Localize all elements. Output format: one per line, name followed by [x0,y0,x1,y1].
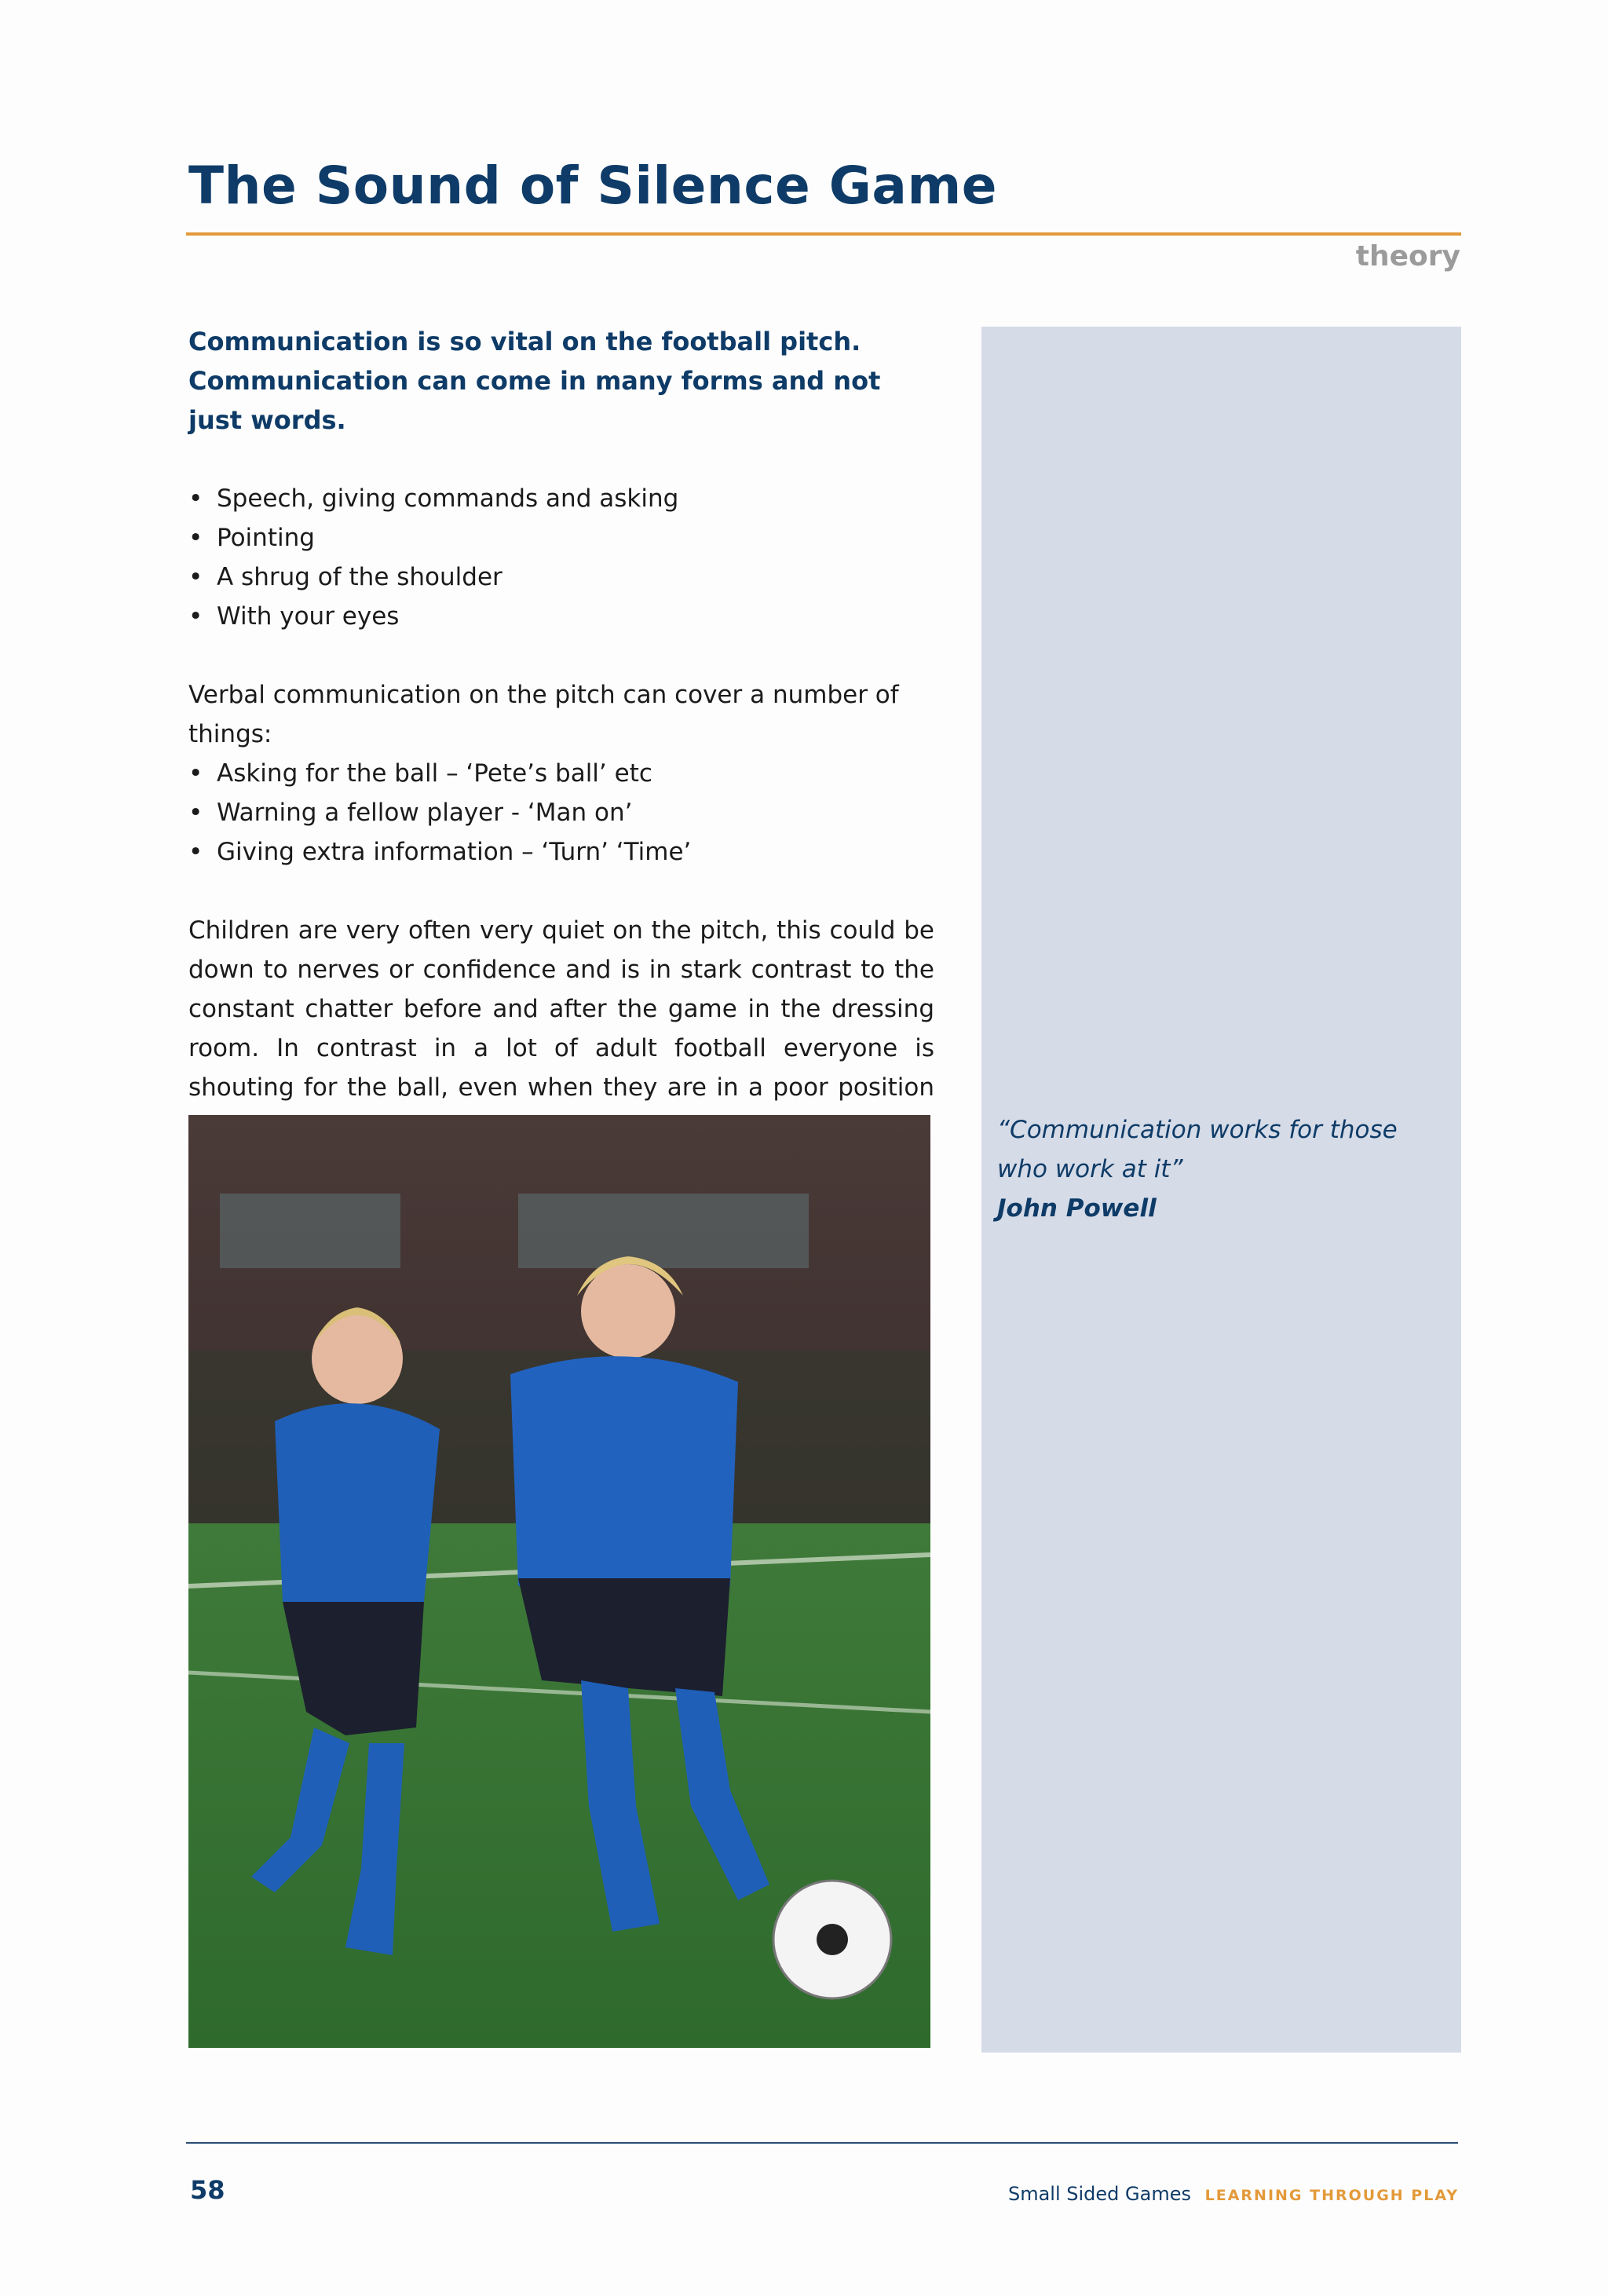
list-item: • Warning a fellow player - ‘Man on’ [188,793,934,832]
list-item: • A shrug of the shoulder [188,558,934,597]
section-tag: theory [1355,240,1460,272]
list-item: • Asking for the ball – ‘Pete’s ball’ etc [188,754,934,793]
page-number: 58 [190,2175,225,2205]
list-item: • Giving extra information – ‘Turn’ ‘Time’ [188,832,934,872]
verbal-lead: Verbal communication on the pitch can cover a number of things: [188,681,899,748]
football-photo [188,1115,930,2048]
page-title: The Sound of Silence Game [188,155,997,216]
forms-list [188,479,934,636]
verbal-list [188,754,934,872]
list-item: • Pointing [188,518,934,558]
pull-quote [997,1110,1405,1228]
footer-running-title [1008,2183,1459,2205]
book-title: Small Sided Games [1007,2183,1191,2205]
list-item: • With your eyes [188,597,934,636]
body-paragraph: Children are very often very quiet on the pitch, this could be down to nerves or confidence and is in stark contrast to the constant chatter before and after the game in the dressing room. In contrast in a lot of adult football everyone is shouting for the ball, even when they are in a poor position [188,916,934,1102]
main-text-column [188,322,934,1146]
list-item: • Speech, giving commands and asking [188,479,934,518]
title-rule [186,232,1461,236]
footer-rule [186,2142,1458,2144]
quote-author: John Powell [997,1194,1157,1223]
quote-text: “Communication works for those who work at it” [997,1116,1398,1183]
series-title: LEARNING THROUGH PLAY [1204,2187,1459,2204]
intro-text: Communication is so vital on the football pitch. Communication can come in many forms and not just words. [188,327,881,435]
